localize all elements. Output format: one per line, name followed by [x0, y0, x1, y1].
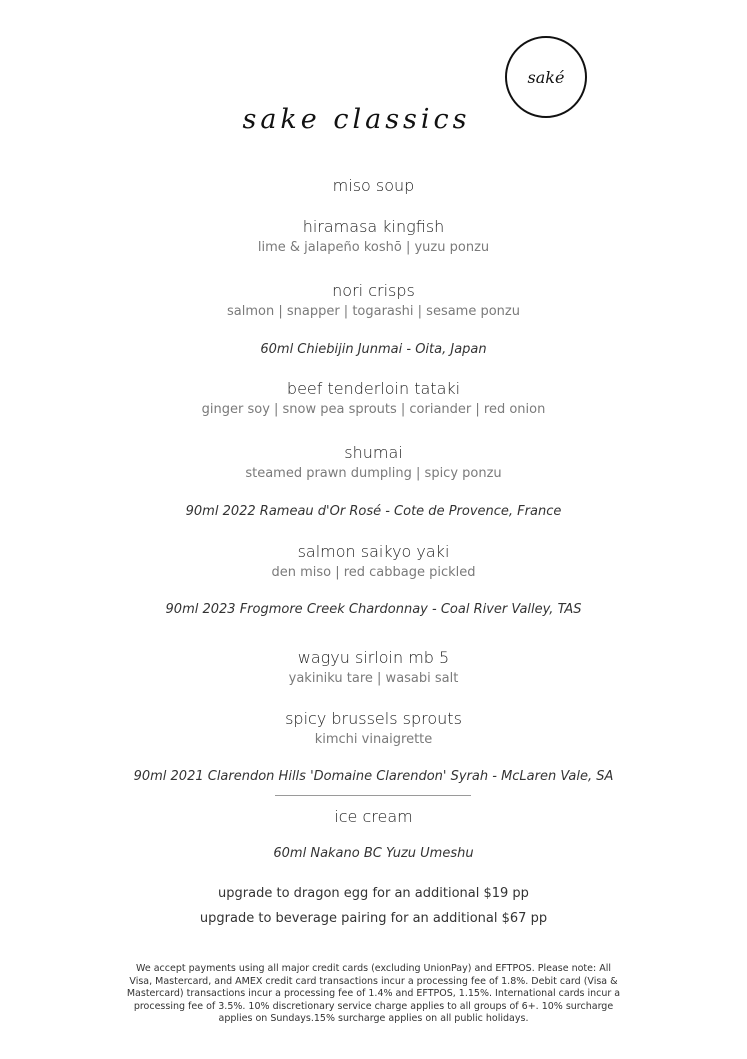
course-description: salmon | snapper | togarashi | sesame ponzu [227, 304, 520, 319]
drink-pairing: 90ml 2022 Rameau d'Or Rosé - Cote de Provence, France [185, 504, 562, 519]
footer-line: applies on Sundays.15% surcharge applies on all public holidays. [218, 1013, 529, 1024]
footer-line: We accept payments using all major credit cards (excluding UnionPay) and EFTPOS. Please note: All [136, 963, 611, 974]
course-name: miso soup [332, 176, 415, 195]
footer-line: Mastercard) transactions incur a processing fee of 1.4% and EFTPOS, 1.15%. International cards incur a [126, 988, 621, 999]
upgrade-note: upgrade to beverage pairing for an additional $67 pp [199, 911, 548, 926]
drink-pairing: 60ml Nakano BC Yuzu Umeshu [273, 846, 474, 861]
course-name: hiramasa kingfish [302, 217, 445, 236]
drink-pairing: 60ml Chiebijin Junmai - Oita, Japan [260, 342, 487, 357]
course-name: spicy brussels sprouts [285, 709, 462, 728]
course-name: salmon saikyo yaki [297, 542, 450, 561]
course-description: ginger soy | snow pea sprouts | coriander | red onion [201, 402, 546, 417]
menu-title: sake classics [242, 104, 471, 135]
drink-pairing: 90ml 2021 Clarendon Hills 'Domaine Clarendon' Syrah - McLaren Vale, SA [133, 769, 614, 784]
logo-text: saké [527, 67, 565, 87]
course-description: den miso | red cabbage pickled [271, 565, 476, 580]
course-description: kimchi vinaigrette [314, 732, 433, 747]
footer-line: processing fee of 3.5%. 10% discretionary service charge applies to all groups of 6+. 10% surcharge [133, 1000, 614, 1012]
course-name: shumai [344, 443, 403, 462]
divider [275, 795, 471, 796]
course-name: wagyu sirloin mb 5 [297, 648, 450, 667]
payment-footer [100, 963, 647, 1026]
course-description: yakiniku tare | wasabi salt [288, 671, 459, 686]
drink-pairing: 90ml 2023 Frogmore Creek Chardonnay - Coal River Valley, TAS [165, 602, 582, 617]
course-name: ice cream [334, 807, 413, 826]
course-description: steamed prawn dumpling | spicy ponzu [245, 466, 502, 481]
footer-line: Visa, Mastercard, and AMEX credit card transactions incur a processing fee of 1.8%. Debit card (Visa & [129, 975, 618, 987]
course-name: beef tenderloin tataki [286, 379, 461, 398]
course-name: nori crisps [332, 281, 415, 300]
course-description: lime & jalapeño koshō | yuzu ponzu [257, 240, 490, 255]
upgrade-note: upgrade to dragon egg for an additional $19 pp [218, 886, 529, 901]
